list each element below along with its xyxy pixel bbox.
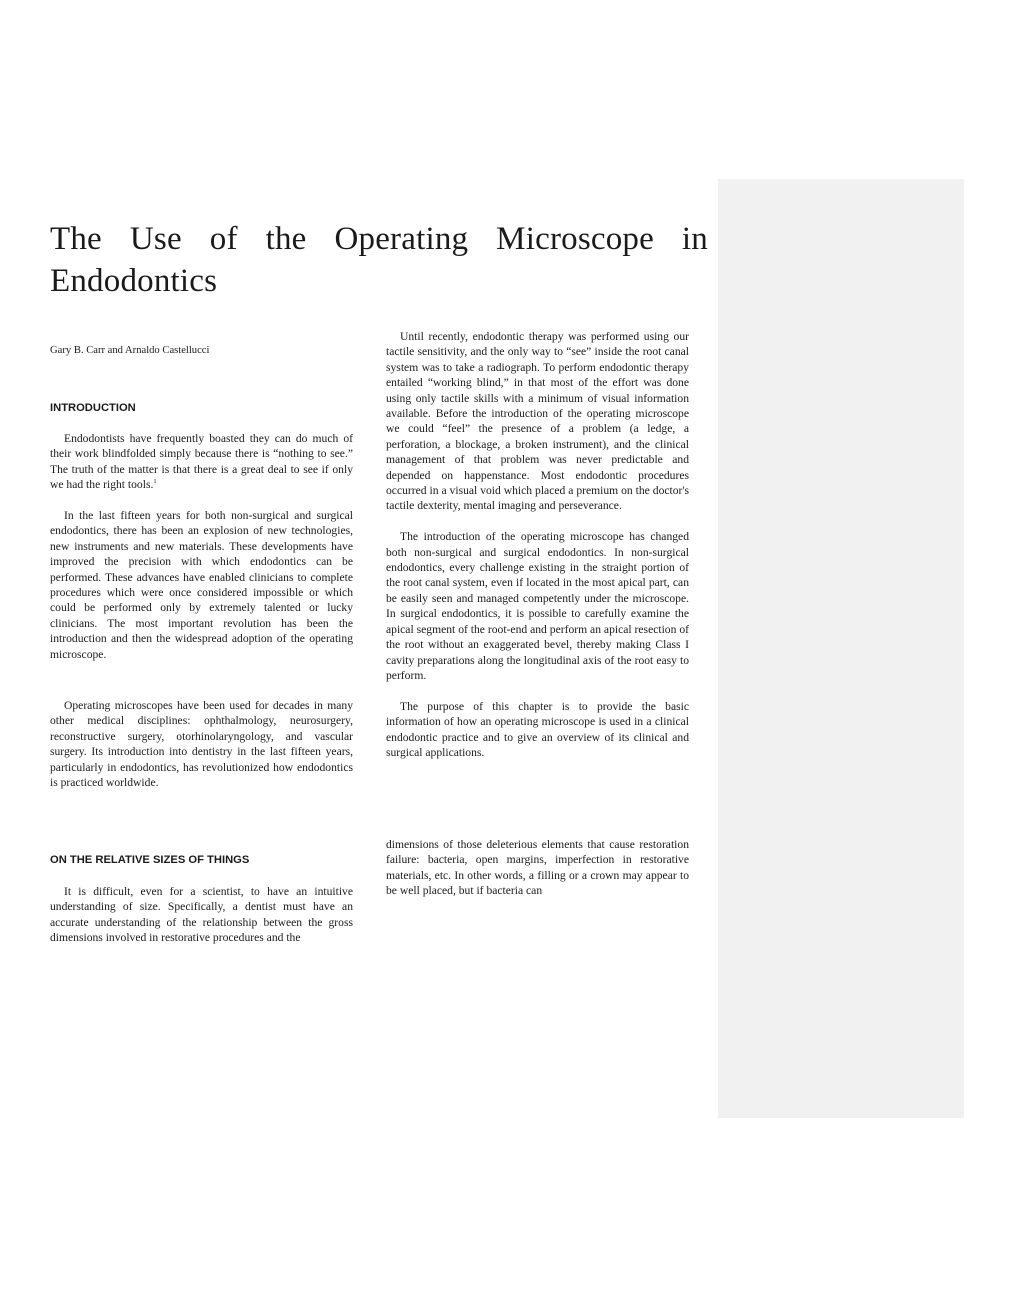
paragraph-left-1-text: Endodontists have frequently boasted they can do much of their work blindfolded simply because there is “nothing to see.” The truth of the matter is that there is a great deal to see if only we had the right tools.: [50, 432, 353, 492]
paragraph-right-4: dimensions of those deleterious elements that cause restoration failure: bacteria, open margins, imperfection in restorative materials, etc. In other words, a filling or a crown may appear to be well placed, but if bacteria can: [386, 838, 689, 898]
comment-margin-pane: [718, 179, 964, 1118]
document-title: The Use of the Operating Microscope in Endodontics: [50, 221, 708, 299]
heading-relative-sizes: ON THE RELATIVE SIZES OF THINGS: [50, 854, 250, 866]
paragraph-left-2: In the last fifteen years for both non-surgical and surgical endodontics, there has been an explosion of new technologies, new instruments and new materials. These developments have improved the precision with which endodontics can be performed. These advances have enabled clinicians to complete procedures which were once considered impossible or which could be performed only by extremely talented or lucky clinicians. The most important revolution has been the introduction and then the widespread adoption of the operating microscope.: [50, 509, 353, 661]
right-column-top: [386, 329, 689, 760]
paragraph-right-3: The purpose of this chapter is to provide the basic information of how an operating microscope is used in a clinical endodontic practice and to give an overview of its clinical and surgical applications.: [386, 699, 689, 759]
author-line: Gary B. Carr and Arnaldo Castellucci: [50, 345, 210, 356]
paragraph-right-2: The introduction of the operating microscope has changed both non-surgical and surgical endodontics. In non-surgical endodontics, every challenge existing in the straight portion of the root canal system, even if located in the most apical part, can be easily seen and managed competently under the microscope. In surgical endodontics, it is possible to carefully examine the apical segment of the root-end and perform an apical resection of the root without an exaggerated bevel, thereby making Class I cavity preparations along the longitudinal axis of the root easy to perform.: [386, 530, 689, 682]
paragraph-left-3: Operating microscopes have been used for decades in many other medical disciplines: ophthalmology, neurosurgery, reconstructive surgery, otorhinolaryngology, and vascular surgery. Its introduction into dentistry in the last fifteen years, particularly in endodontics, has revolutionized how endodontics is practiced worldwide.: [50, 699, 353, 790]
paragraph-left-1: [50, 431, 353, 493]
footnote-ref[interactable]: 1: [153, 478, 157, 486]
paragraph-left-4: It is difficult, even for a scientist, to have an intuitive understanding of size. Specifically, a dentist must have an accurate understanding of the relationship between the gross dimensions involved in restorative procedures and the: [50, 885, 353, 945]
heading-introduction: INTRODUCTION: [50, 402, 136, 414]
paragraph-right-1: Until recently, endodontic therapy was performed using our tactile sensitivity, and the only way to “see” inside the root canal system was to take a radiograph. To perform endodontic therapy entailed “working blind,” in that most of the effort was done using only tactile skills with a minimum of visual information available. Before the introduction of the operating microscope we could “feel” the presence of a problem (a ledge, a perforation, a blockage, a broken instrument), and the clinical management of that problem was never predictable and depended on happenstance. Most endodontic procedures occurred in a visual void which placed a premium on the doctor's tactile dexterity, mental imaging and perseverance.: [386, 330, 689, 513]
left-column-top: [50, 431, 353, 662]
